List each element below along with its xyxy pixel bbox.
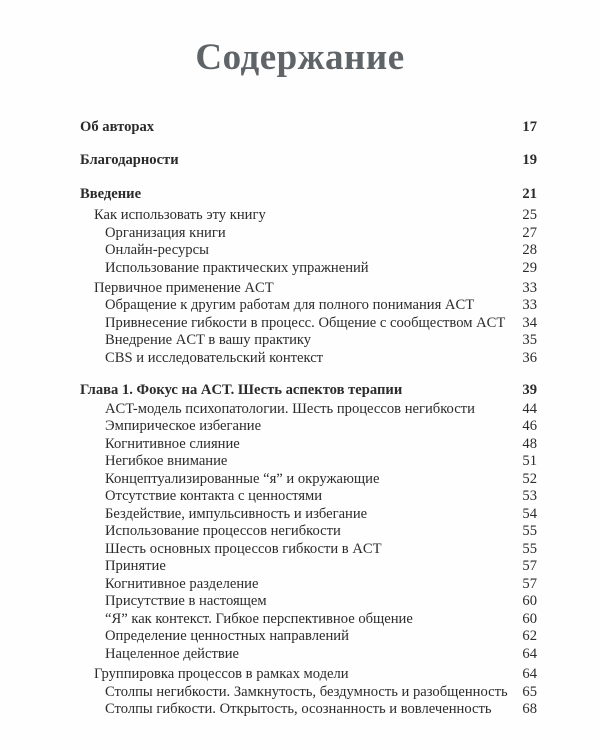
- toc-entry-title: Когнитивное разделение: [105, 576, 259, 592]
- toc-entry[interactable]: [0, 610, 600, 628]
- toc-entry[interactable]: [0, 540, 600, 558]
- toc-entry-title: Когнитивное слияние: [105, 436, 240, 452]
- toc-entry-title: Внедрение ACT в вашу практику: [105, 332, 312, 348]
- toc-entry-page: 25: [522, 207, 537, 223]
- toc-entry-title: Группировка процессов в рамках модели: [94, 666, 349, 682]
- toc-entry-page: 33: [522, 280, 537, 296]
- toc-entry[interactable]: [0, 435, 600, 453]
- toc-entry-page: 57: [522, 576, 537, 592]
- toc-entry-title: Нацеленное действие: [105, 646, 240, 662]
- toc-entry-title: Обращение к другим работам для полного понимания ACT: [105, 297, 475, 313]
- toc-entry[interactable]: [0, 645, 600, 663]
- toc-entry-page: 64: [522, 666, 537, 682]
- toc-entry-title: Глава 1. Фокус на ACT. Шесть аспектов терапии: [80, 382, 403, 398]
- toc-entry[interactable]: [0, 683, 600, 701]
- toc-entry-page: 28: [522, 242, 537, 258]
- toc-entry-page: 36: [522, 350, 537, 366]
- toc-entry[interactable]: [0, 151, 600, 169]
- toc-entry-page: 19: [522, 152, 537, 168]
- toc-entry-title: Организация книги: [105, 225, 226, 241]
- toc-entry-title: CBS и исследовательский контекст: [105, 350, 324, 366]
- toc-entry[interactable]: [0, 259, 600, 277]
- toc-entry-page: 46: [522, 418, 537, 434]
- toc-entry-title: Столпы гибкости. Открытость, осознанность и вовлеченность: [105, 701, 492, 717]
- toc-entry-page: 44: [522, 401, 537, 417]
- toc-entry[interactable]: [0, 665, 600, 683]
- toc-entry-title: Привнесение гибкости в процесс. Общение с сообществом ACT: [105, 315, 506, 331]
- toc-entry-title: Использование процессов негибкости: [105, 523, 341, 539]
- toc-entry[interactable]: [0, 522, 600, 540]
- toc-entry[interactable]: [0, 381, 600, 399]
- toc-entry-title: ACT-модель психопатологии. Шесть процессов негибкости: [105, 401, 475, 417]
- toc-entry-page: 51: [522, 453, 537, 469]
- toc-entry-page: 55: [522, 541, 537, 557]
- toc-entry-page: 64: [522, 646, 537, 662]
- toc-entry[interactable]: [0, 279, 600, 297]
- toc-entry[interactable]: [0, 592, 600, 610]
- toc-entry-title: Отсутствие контакта с ценностями: [105, 488, 323, 504]
- toc-entry[interactable]: [0, 296, 600, 314]
- toc-entry-page: 34: [522, 315, 537, 331]
- toc-entry-page: 52: [522, 471, 537, 487]
- toc-entry[interactable]: [0, 627, 600, 645]
- toc-entry[interactable]: [0, 331, 600, 349]
- toc-entry-title: Концептуализированные “я” и окружающие: [105, 471, 380, 487]
- toc-entry-title: Присутствие в настоящем: [105, 593, 267, 609]
- page-title: Содержание: [195, 37, 405, 78]
- toc-entry-page: 55: [522, 523, 537, 539]
- toc-entry-page: 53: [522, 488, 537, 504]
- toc-entry-page: 54: [522, 506, 537, 522]
- toc-entry-page: 60: [522, 611, 537, 627]
- toc-entry-title: Эмпирическое избегание: [105, 418, 262, 434]
- toc-entry-title: Использование практических упражнений: [105, 260, 369, 276]
- toc-entry-title: Как использовать эту книгу: [94, 207, 266, 223]
- toc-entry-title: “Я” как контекст. Гибкое перспективное общение: [105, 611, 413, 627]
- toc-entry-title: Онлайн-ресурсы: [105, 242, 209, 258]
- toc-entry-title: Бездействие, импульсивность и избегание: [105, 506, 368, 522]
- toc-entry-title: Принятие: [105, 558, 166, 574]
- toc-entry[interactable]: [0, 349, 600, 367]
- toc-entry[interactable]: [0, 505, 600, 523]
- toc-entry-page: 27: [522, 225, 537, 241]
- toc-entry[interactable]: [0, 417, 600, 435]
- toc-entry[interactable]: [0, 118, 600, 136]
- toc-entry-page: 62: [522, 628, 537, 644]
- toc-entry-page: 57: [522, 558, 537, 574]
- toc-entry-title: Об авторах: [80, 119, 155, 135]
- toc-entry-page: 68: [522, 701, 537, 717]
- toc-entry-title: Введение: [80, 186, 142, 202]
- toc-entry-page: 48: [522, 436, 537, 452]
- toc-entry-page: 39: [522, 382, 537, 398]
- toc-entry[interactable]: [0, 470, 600, 488]
- toc-entry-title: Столпы негибкости. Замкнутость, бездумность и разобщенность: [105, 684, 508, 700]
- toc-entry-page: 35: [522, 332, 537, 348]
- toc-entry-title: Негибкое внимание: [105, 453, 228, 469]
- toc-entry-title: Благодарности: [80, 152, 179, 168]
- toc-entry[interactable]: [0, 185, 600, 203]
- toc-entry-page: 17: [522, 119, 537, 135]
- toc-entry-title: Определение ценностных направлений: [105, 628, 349, 644]
- toc-entry-page: 65: [522, 684, 537, 700]
- toc-entry[interactable]: [0, 400, 600, 418]
- toc-entry-page: 21: [522, 186, 537, 202]
- toc-entry-page: 33: [522, 297, 537, 313]
- toc-entry-page: 29: [522, 260, 537, 276]
- toc-entry[interactable]: [0, 452, 600, 470]
- toc-entry-page: 60: [522, 593, 537, 609]
- toc-entry-title: Первичное применение ACT: [94, 280, 274, 296]
- toc-entry[interactable]: [0, 314, 600, 332]
- toc-entry[interactable]: [0, 700, 600, 718]
- toc-entry[interactable]: [0, 575, 600, 593]
- toc-entry[interactable]: [0, 557, 600, 575]
- toc-entry[interactable]: [0, 241, 600, 259]
- toc-entry[interactable]: [0, 206, 600, 224]
- toc-entry-title: Шесть основных процессов гибкости в ACT: [105, 541, 382, 557]
- toc-entry[interactable]: [0, 487, 600, 505]
- toc-entry[interactable]: [0, 224, 600, 242]
